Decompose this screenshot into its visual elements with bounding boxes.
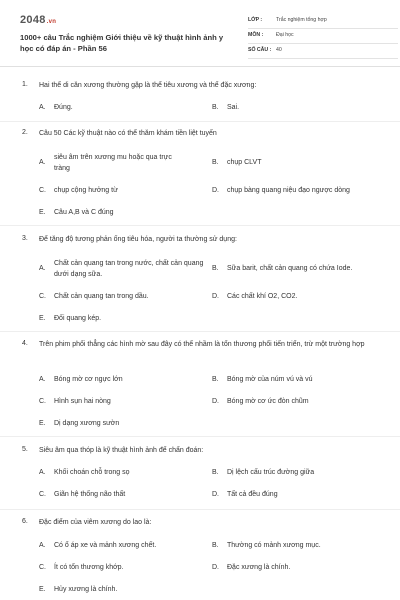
option-letter: C.	[39, 293, 46, 300]
option-text: Giãn hệ thống não thất	[54, 491, 126, 498]
option-text: Bóng mờ của núm vú và vú	[227, 376, 313, 383]
meta-label: SỐ CÂU :	[248, 47, 272, 53]
option-text: Chất cản quang tan trong dầu.	[54, 293, 149, 300]
option-text: Thường có mảnh xương mục.	[227, 542, 321, 549]
option-letter: D.	[212, 564, 219, 571]
question-divider	[0, 509, 400, 510]
meta-value: Đại học	[276, 32, 294, 38]
question-divider	[0, 225, 400, 226]
question-divider	[0, 436, 400, 437]
option-letter: C.	[39, 564, 46, 571]
option-letter: D.	[212, 491, 219, 498]
option-letter: B.	[212, 159, 219, 166]
option-letter: B.	[212, 469, 219, 476]
option-text: chụp CLVT	[227, 159, 262, 166]
option-text: chụp cộng hưởng từ	[54, 187, 118, 194]
option-text: Đặc xương là chính.	[227, 564, 291, 571]
option-letter: B.	[212, 104, 219, 111]
option-text: siêu âm trên xương mu hoặc qua trực tràng	[54, 154, 172, 172]
question-number: 1.	[22, 81, 28, 88]
option-text: Dị lệch cấu trúc đường giữa	[227, 469, 315, 476]
option-text: Câu A,B và C đúng	[54, 209, 114, 216]
option-letter: E.	[39, 420, 46, 427]
header	[20, 14, 380, 64]
option-letter: A.	[39, 265, 46, 272]
option-letter: C.	[39, 398, 46, 405]
question-number: 5.	[22, 446, 28, 453]
meta-value: Trắc nghiệm tổng hợp	[276, 17, 327, 23]
option-letter: A.	[39, 469, 46, 476]
meta-value: 40	[276, 47, 282, 53]
question-number: 6.	[22, 518, 28, 525]
option-letter: C.	[39, 187, 46, 194]
option-letter: E.	[39, 315, 46, 322]
meta-row-class	[248, 14, 398, 29]
header-divider	[0, 66, 400, 67]
site-logo[interactable]	[20, 14, 56, 26]
option-letter: A.	[39, 376, 46, 383]
question-number: 4.	[22, 340, 28, 347]
option-text: Đúng.	[54, 104, 73, 111]
question-text: Để tăng độ tương phản ống tiêu hóa, người ta thường sử dụng:	[39, 236, 237, 243]
option-letter: C.	[39, 491, 46, 498]
option-letter: B.	[212, 542, 219, 549]
option-letter: E.	[39, 586, 46, 593]
logo-brand: 2048	[20, 14, 46, 26]
question-text: Câu 50 Các kỹ thuật nào có thể thăm khám tiền liệt tuyến	[39, 130, 217, 137]
option-text: Chất cản quang tan trong nước, chất cản quang dưới dạng sữa.	[54, 260, 204, 278]
question-text: Hai thể di căn xương thường gặp là thể tiêu xương và thể đặc xương:	[39, 82, 257, 89]
option-letter: E.	[39, 209, 46, 216]
option-text: Bóng mờ cơ ngực lớn	[54, 376, 123, 383]
question-divider	[0, 331, 400, 332]
option-letter: B.	[212, 265, 219, 272]
option-letter: D.	[212, 187, 219, 194]
option-letter: A.	[39, 104, 46, 111]
option-text: chụp bàng quang niệu đạo ngược dòng	[227, 187, 350, 194]
meta-row-count	[248, 44, 398, 59]
option-text: Tất cả đều đúng	[227, 491, 278, 498]
logo-tld: .vn	[46, 19, 57, 25]
option-letter: A.	[39, 159, 46, 166]
option-text: Đối quang kép.	[54, 315, 102, 322]
option-text: Hình sụn hai nòng	[54, 398, 111, 405]
option-text: Hủy xương là chính.	[54, 586, 118, 593]
meta-label: MÔN :	[248, 32, 264, 38]
meta-label: LỚP :	[248, 17, 263, 23]
option-text: Khối choán chỗ trong sọ	[54, 469, 130, 476]
question-text: Đặc điểm của viêm xương do lao là:	[39, 519, 152, 526]
meta-info	[248, 14, 398, 59]
option-text: Có ổ áp xe và mảnh xương chết.	[54, 542, 157, 549]
option-text: Sai.	[227, 104, 240, 111]
option-text: Bóng mờ cơ ức đòn chũm	[227, 398, 309, 405]
option-letter: D.	[212, 293, 219, 300]
option-text: Các chất khí O2, CO2.	[227, 293, 298, 300]
question-divider	[0, 121, 400, 122]
question-text: Siêu âm qua thóp là kỹ thuật hình ảnh để chẩn đoán:	[39, 447, 204, 454]
meta-row-subject	[248, 29, 398, 44]
option-letter: D.	[212, 398, 219, 405]
question-number: 3.	[22, 235, 28, 242]
option-letter: B.	[212, 376, 219, 383]
option-letter: A.	[39, 542, 46, 549]
option-text: Sữa barit, chất cản quang có chứa Iode.	[227, 265, 353, 272]
question-text: Trên phim phổi thẳng các hình mờ sau đây có thể nhầm là tổn thương phổi tiến triển, trừ một trường hợp	[39, 341, 365, 348]
option-text: Dị dạng xương sườn	[54, 420, 120, 427]
option-text: Ít có tổn thương khớp.	[54, 564, 124, 571]
question-number: 2.	[22, 129, 28, 136]
page-title: 1000+ câu Trắc nghiệm Giới thiệu về kỹ thuật hình ảnh y học có đáp án - Phần 56	[20, 33, 224, 53]
